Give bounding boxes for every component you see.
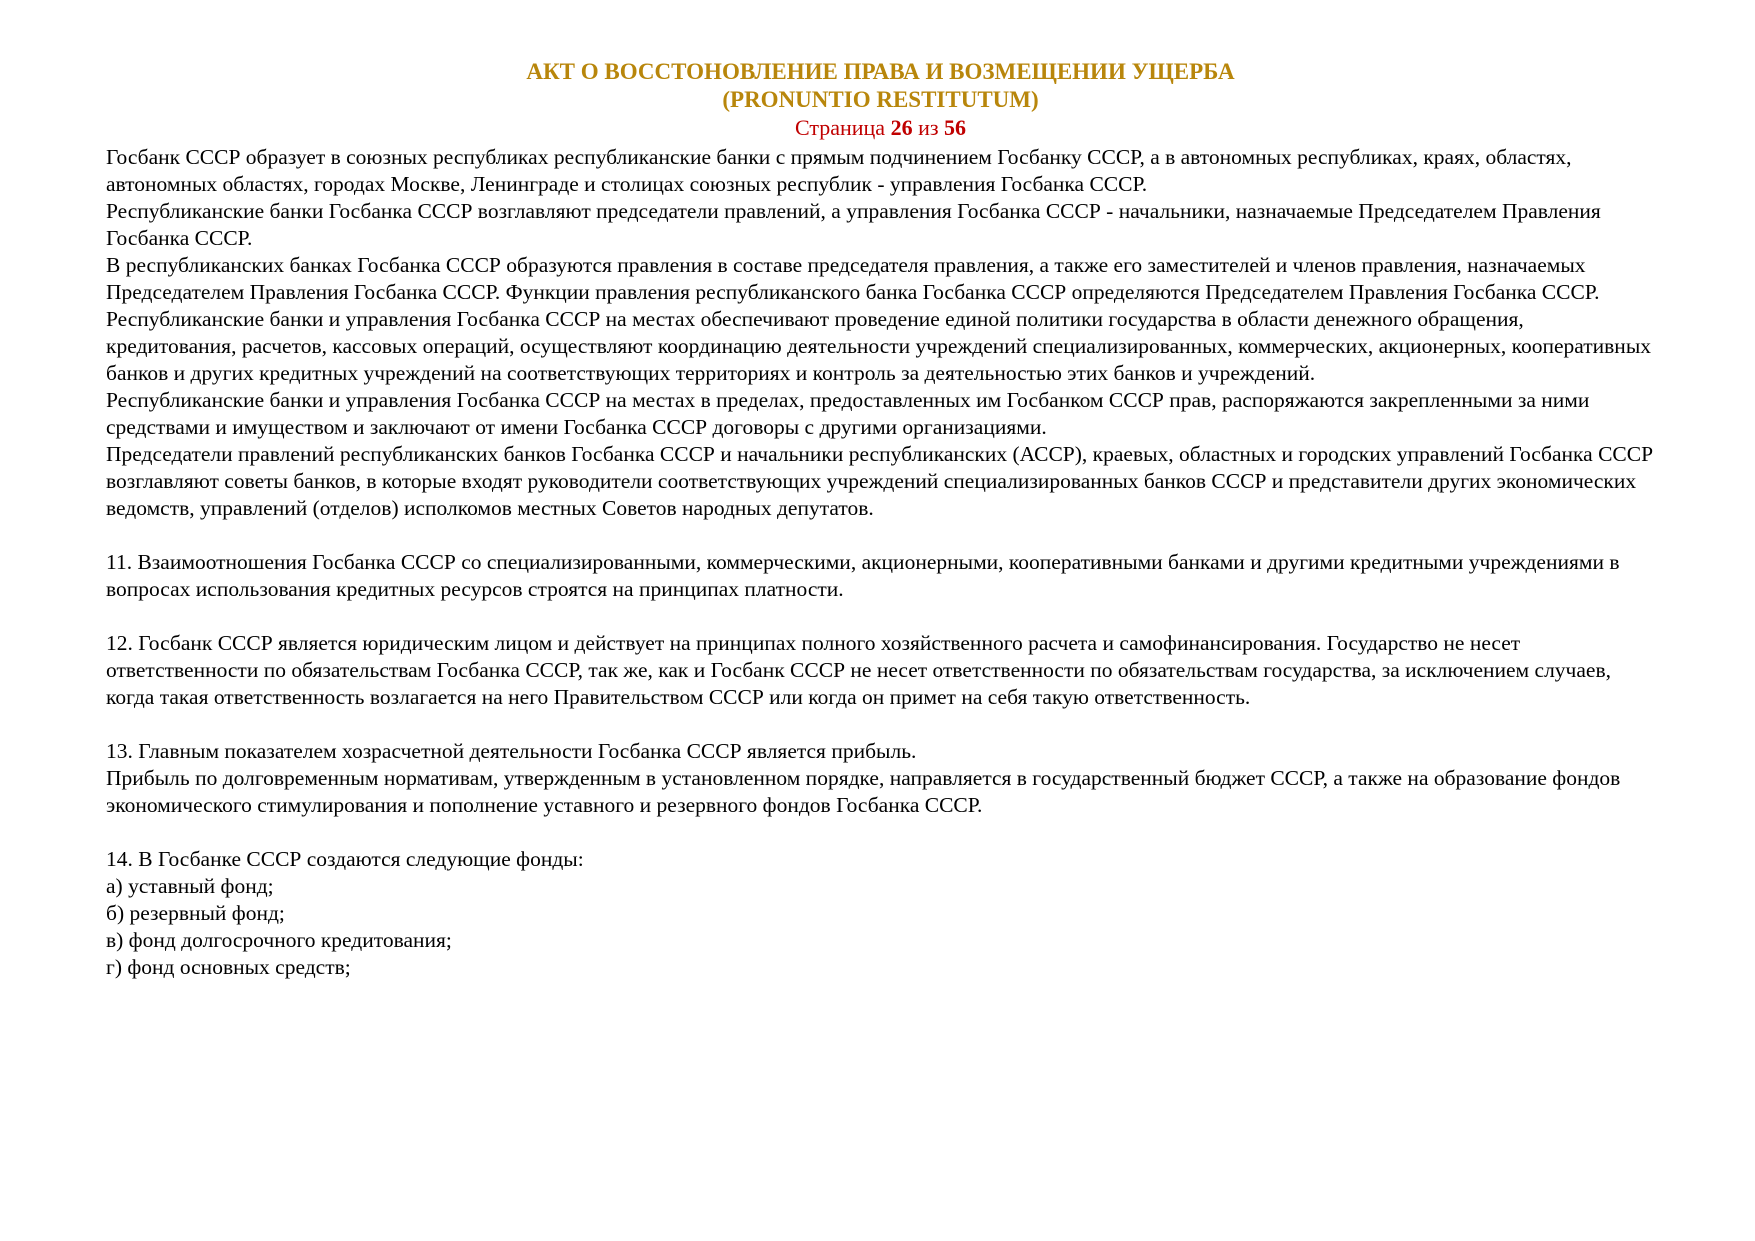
paragraph: В республиканских банках Госбанка СССР образуются правления в составе председателя правления, а также его заместителей и членов правления, назначаемых Председателем Правления Госбанка СССР. Функции правления республиканского банка Госбанка СССР определяются Председателем Правления Госбанка СССР. [106, 253, 1600, 304]
paragraph-item-12: 12. Госбанк СССР является юридическим лицом и действует на принципах полного хозяйственного расчета и самофинансирования. Государство не несет ответственности по обязательствам Госбанка СССР, так же, как и Госбанк СССР не несет ответственности по обязательствам государства, за исключением случаев, когда такая ответственность возлагается на него Правительством СССР или когда он примет на себя такую ответственность. [106, 631, 1611, 709]
page-indicator [106, 114, 1655, 142]
document-title-line1: АКТ О ВОССТОНОВЛЕНИЕ ПРАВА И ВОЗМЕЩЕНИИ УЩЕРБА [526, 59, 1235, 84]
page-indicator-separator: из [918, 115, 939, 140]
list-item-g: г) фонд основных средств; [106, 955, 351, 979]
paragraph: Госбанк СССР образует в союзных республиках республиканские банки с прямым подчинением Госбанку СССР, а в автономных республиках, краях, областях, автономных областях, городах Москве, Ленинграде и столицах союзных республик - управления Госбанка СССР. [106, 145, 1572, 196]
page-indicator-total: 56 [944, 115, 967, 140]
paragraph: Республиканские банки Госбанка СССР возглавляют председатели правлений, а управления Госбанка СССР - начальники, назначаемые Председателем Правления Госбанка СССР. [106, 199, 1601, 250]
paragraph-item-14: 14. В Госбанке СССР создаются следующие фонды: [106, 847, 584, 871]
document-body [106, 144, 1655, 981]
paragraph: Председатели правлений республиканских банков Госбанка СССР и начальники республиканских (АССР), краевых, областных и городских управлений Госбанка СССР возглавляют советы банков, в которые входят руководители соответствующих учреждений специализированных банков СССР и представители других экономических ведомств, управлений (отделов) исполкомов местных Советов народных депутатов. [106, 442, 1654, 520]
list-item-v: в) фонд долгосрочного кредитования; [106, 928, 452, 952]
page-indicator-current: 26 [890, 115, 913, 140]
page-indicator-label: Страница [794, 115, 886, 140]
document-header [106, 58, 1655, 142]
paragraph: Республиканские банки и управления Госбанка СССР на местах в пределах, предоставленных им Госбанком СССР прав, распоряжаются закрепленными за ними средствами и имуществом и заключают от имени Госбанка СССР договоры с другими организациями. [106, 388, 1590, 439]
list-item-b: б) резервный фонд; [106, 901, 285, 925]
paragraph: Прибыль по долговременным нормативам, утвержденным в установленном порядке, направляется в государственный бюджет СССР, а также на образование фондов экономического стимулирования и пополнение уставного и резервного фондов Госбанка СССР. [106, 766, 1621, 817]
paragraph-item-11: 11. Взаимоотношения Госбанка СССР со специализированными, коммерческими, акционерными, кооперативными банками и другими кредитными учреждениями в вопросах использования кредитных ресурсов строятся на принципах платности. [106, 550, 1620, 601]
paragraph: Республиканские банки и управления Госбанка СССР на местах обеспечивают проведение единой политики государства в области денежного обращения, кредитования, расчетов, кассовых операций, осуществляют координацию деятельности учреждений специализированных, коммерческих, акционерных, кооперативных банков и других кредитных учреждений на соответствующих территориях и контроль за деятельностью этих банков и учреждений. [106, 307, 1652, 385]
document-title-line2: (PRONUNTIO RESTITUTUM) [722, 87, 1039, 112]
paragraph-item-13: 13. Главным показателем хозрасчетной деятельности Госбанка СССР является прибыль. [106, 739, 917, 763]
list-item-a: а) уставный фонд; [106, 874, 274, 898]
